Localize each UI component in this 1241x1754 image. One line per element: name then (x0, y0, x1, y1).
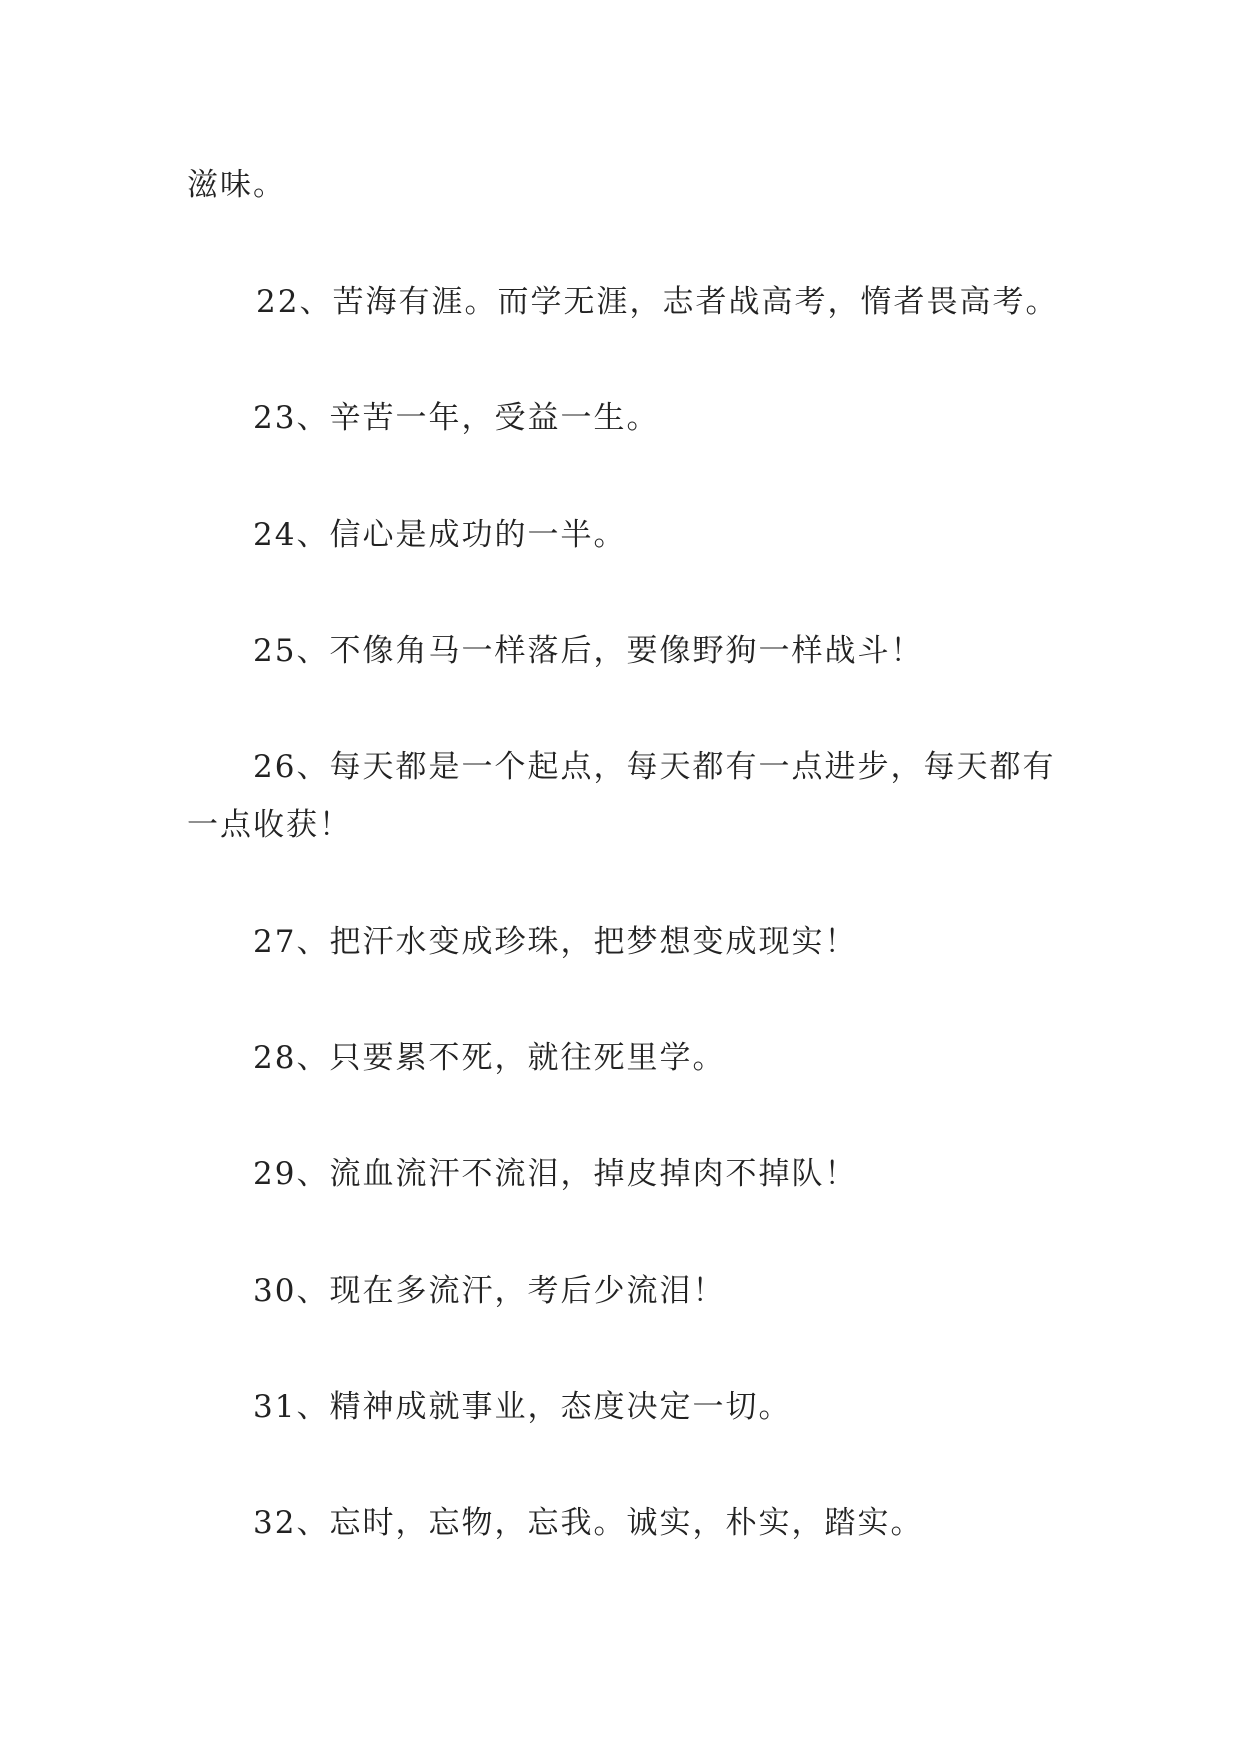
text-line: 25、不像角马一样落后，要像野狗一样战斗！ (253, 633, 924, 669)
text-line: 一点收获！ (187, 807, 352, 843)
text-line: 31、精神成就事业，态度决定一切。 (253, 1389, 792, 1425)
text-line: 27、把汗水变成珍珠，把梦想变成现实！ (253, 924, 858, 960)
text-line: 24、信心是成功的一半。 (253, 517, 627, 553)
text-line: 29、流血流汗不流泪，掉皮掉肉不掉队！ (253, 1156, 858, 1192)
text-line: 32、忘时，忘物，忘我。诚实，朴实，踏实。 (253, 1505, 924, 1541)
text-line: 30、现在多流汗，考后少流泪！ (253, 1273, 726, 1309)
text-line: 28、只要累不死，就往死里学。 (253, 1040, 726, 1076)
text-line: 26、每天都是一个起点，每天都有一点进步，每天都有 (253, 749, 1056, 785)
text-line: 22、苦海有涯。而学无涯，志者战高考，惰者畏高考。 (256, 284, 1059, 320)
text-line: 滋味。 (187, 167, 286, 203)
text-line: 23、辛苦一年，受益一生。 (253, 400, 660, 436)
